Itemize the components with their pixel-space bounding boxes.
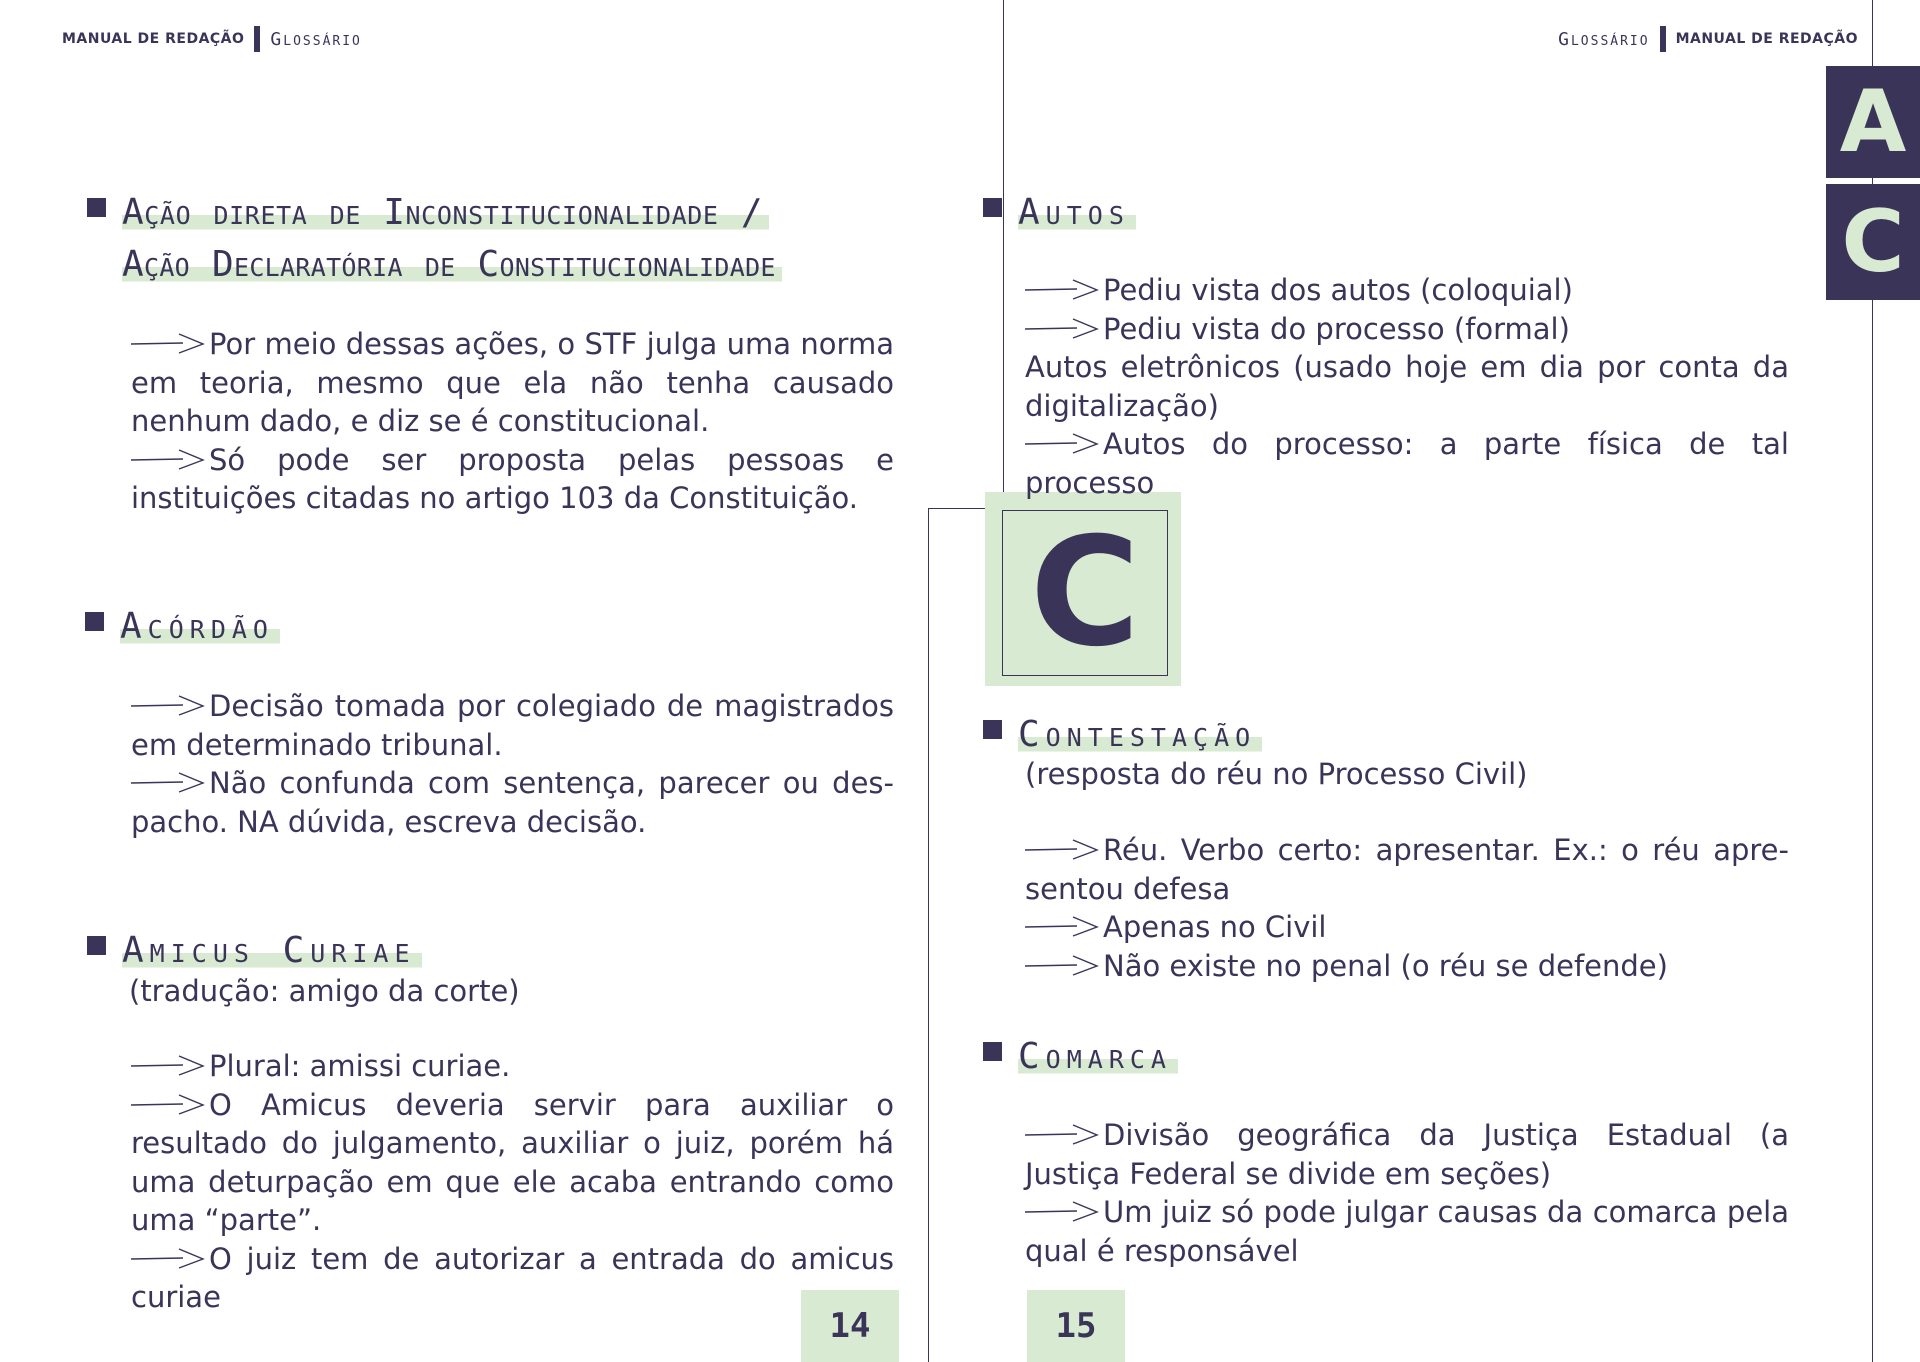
entry-body xyxy=(131,325,894,518)
entry-heading xyxy=(85,601,280,653)
arrow-icon xyxy=(1025,838,1099,860)
bullet-square xyxy=(983,720,1002,739)
entry-title: Contestação xyxy=(1018,714,1262,755)
entry-heading xyxy=(983,187,1136,239)
page-number-left: 14 xyxy=(801,1290,899,1362)
entry-title: Amicus Curiae xyxy=(122,930,422,971)
entry-title: Ação Declaratória de Constitucionalidade xyxy=(122,244,782,285)
entry-body xyxy=(131,687,894,841)
header-separator xyxy=(254,26,260,52)
manual-title: MANUAL DE REDAÇÃO xyxy=(1675,31,1858,47)
entry-heading xyxy=(87,925,422,977)
entry-body xyxy=(131,1047,894,1317)
entry-title: Acórdão xyxy=(120,606,280,647)
arrow-icon xyxy=(131,1093,205,1115)
arrow-icon xyxy=(1025,915,1099,937)
tab-letter-a[interactable]: A xyxy=(1826,66,1920,178)
arrow-icon xyxy=(1025,954,1099,976)
running-header-left xyxy=(62,26,362,52)
arrow-icon xyxy=(131,771,205,793)
arrow-icon xyxy=(131,694,205,716)
arrow-icon xyxy=(131,1247,205,1269)
running-header-right xyxy=(1558,26,1858,52)
entry-title: Comarca xyxy=(1018,1036,1178,1077)
definition-item: O Amicus deveria servir para auxiliar o resultado do julgamento, auxiliar o juiz, porém há uma deturpação em que ele acaba entrando como uma “parte”. xyxy=(131,1087,894,1237)
entry-note: (resposta do réu no Processo Civil) xyxy=(1025,757,1528,791)
arrow-icon xyxy=(1025,278,1099,300)
manual-title: MANUAL DE REDAÇÃO xyxy=(62,31,245,47)
definition-item: Réu. Verbo certo: apresentar. Ex.: o réu apre-sentou defesa xyxy=(1025,833,1789,906)
section-letter-c: C xyxy=(1029,506,1141,680)
entry-heading xyxy=(87,187,907,291)
arrow-icon xyxy=(1025,317,1099,339)
tab-letter-c[interactable]: C xyxy=(1826,184,1920,300)
section-title: Glossário xyxy=(1558,28,1650,50)
entry-heading xyxy=(983,709,1262,761)
bullet-square xyxy=(983,1042,1002,1061)
header-separator xyxy=(1660,26,1666,52)
definition-item: Apenas no Civil xyxy=(1025,908,1789,947)
entry-note: (tradução: amigo da corte) xyxy=(129,974,520,1008)
definition-plain: Autos eletrônicos (usado hoje em dia por conta da digitalização) xyxy=(1025,350,1789,423)
definition-item: Autos do processo: a parte física de tal processo xyxy=(1025,427,1789,500)
definition-item: Um juiz só pode julgar causas da comarca pela qual é responsável xyxy=(1025,1195,1789,1268)
definition-item: Não confunda com sentença, parecer ou des-pacho. NA dúvida, escreva decisão. xyxy=(131,766,894,839)
definition-item: Por meio dessas ações, o STF julga uma norma em teoria, mesmo que ela não tenha causado nenhum dado, e diz se é constitucional. xyxy=(131,327,894,438)
divider-line xyxy=(928,508,929,1362)
arrow-icon xyxy=(131,448,205,470)
entry-title: Autos xyxy=(1018,192,1136,233)
bullet-square xyxy=(87,936,106,955)
bullet-square xyxy=(87,198,106,217)
entry-heading xyxy=(983,1031,1178,1083)
definition-item: Plural: amissi curiae. xyxy=(131,1047,894,1086)
definition-item: Decisão tomada por colegiado de magistrados em determinado tribunal. xyxy=(131,689,894,762)
arrow-icon xyxy=(1025,1123,1099,1145)
definition-item: Divisão geográfica da Justiça Estadual (a Justiça Federal se divide em seções) xyxy=(1025,1118,1789,1191)
definition-item: Só pode ser proposta pelas pessoas e instituições citadas no artigo 103 da Constituição. xyxy=(131,442,894,515)
section-title: Glossário xyxy=(270,28,362,50)
arrow-icon xyxy=(131,1054,205,1076)
definition-item: O juiz tem de autorizar a entrada do amicus curiae xyxy=(131,1241,894,1314)
definition-item: Pediu vista do processo (formal) xyxy=(1025,310,1789,349)
entry-body xyxy=(1025,831,1789,985)
definition-item: Não existe no penal (o réu se defende) xyxy=(1025,947,1789,986)
bullet-square xyxy=(85,612,104,631)
arrow-icon xyxy=(1025,432,1099,454)
entry-body xyxy=(1025,1116,1789,1270)
definition-item: Pediu vista dos autos (coloquial) xyxy=(1025,271,1789,310)
entry-title: Ação direta de Inconstitucionalidade / xyxy=(122,192,769,233)
page-number-right: 15 xyxy=(1027,1290,1125,1362)
arrow-icon xyxy=(1025,1200,1099,1222)
divider-line xyxy=(1003,0,1004,500)
bullet-square xyxy=(983,198,1002,217)
entry-body xyxy=(1025,271,1789,502)
arrow-icon xyxy=(131,332,205,354)
